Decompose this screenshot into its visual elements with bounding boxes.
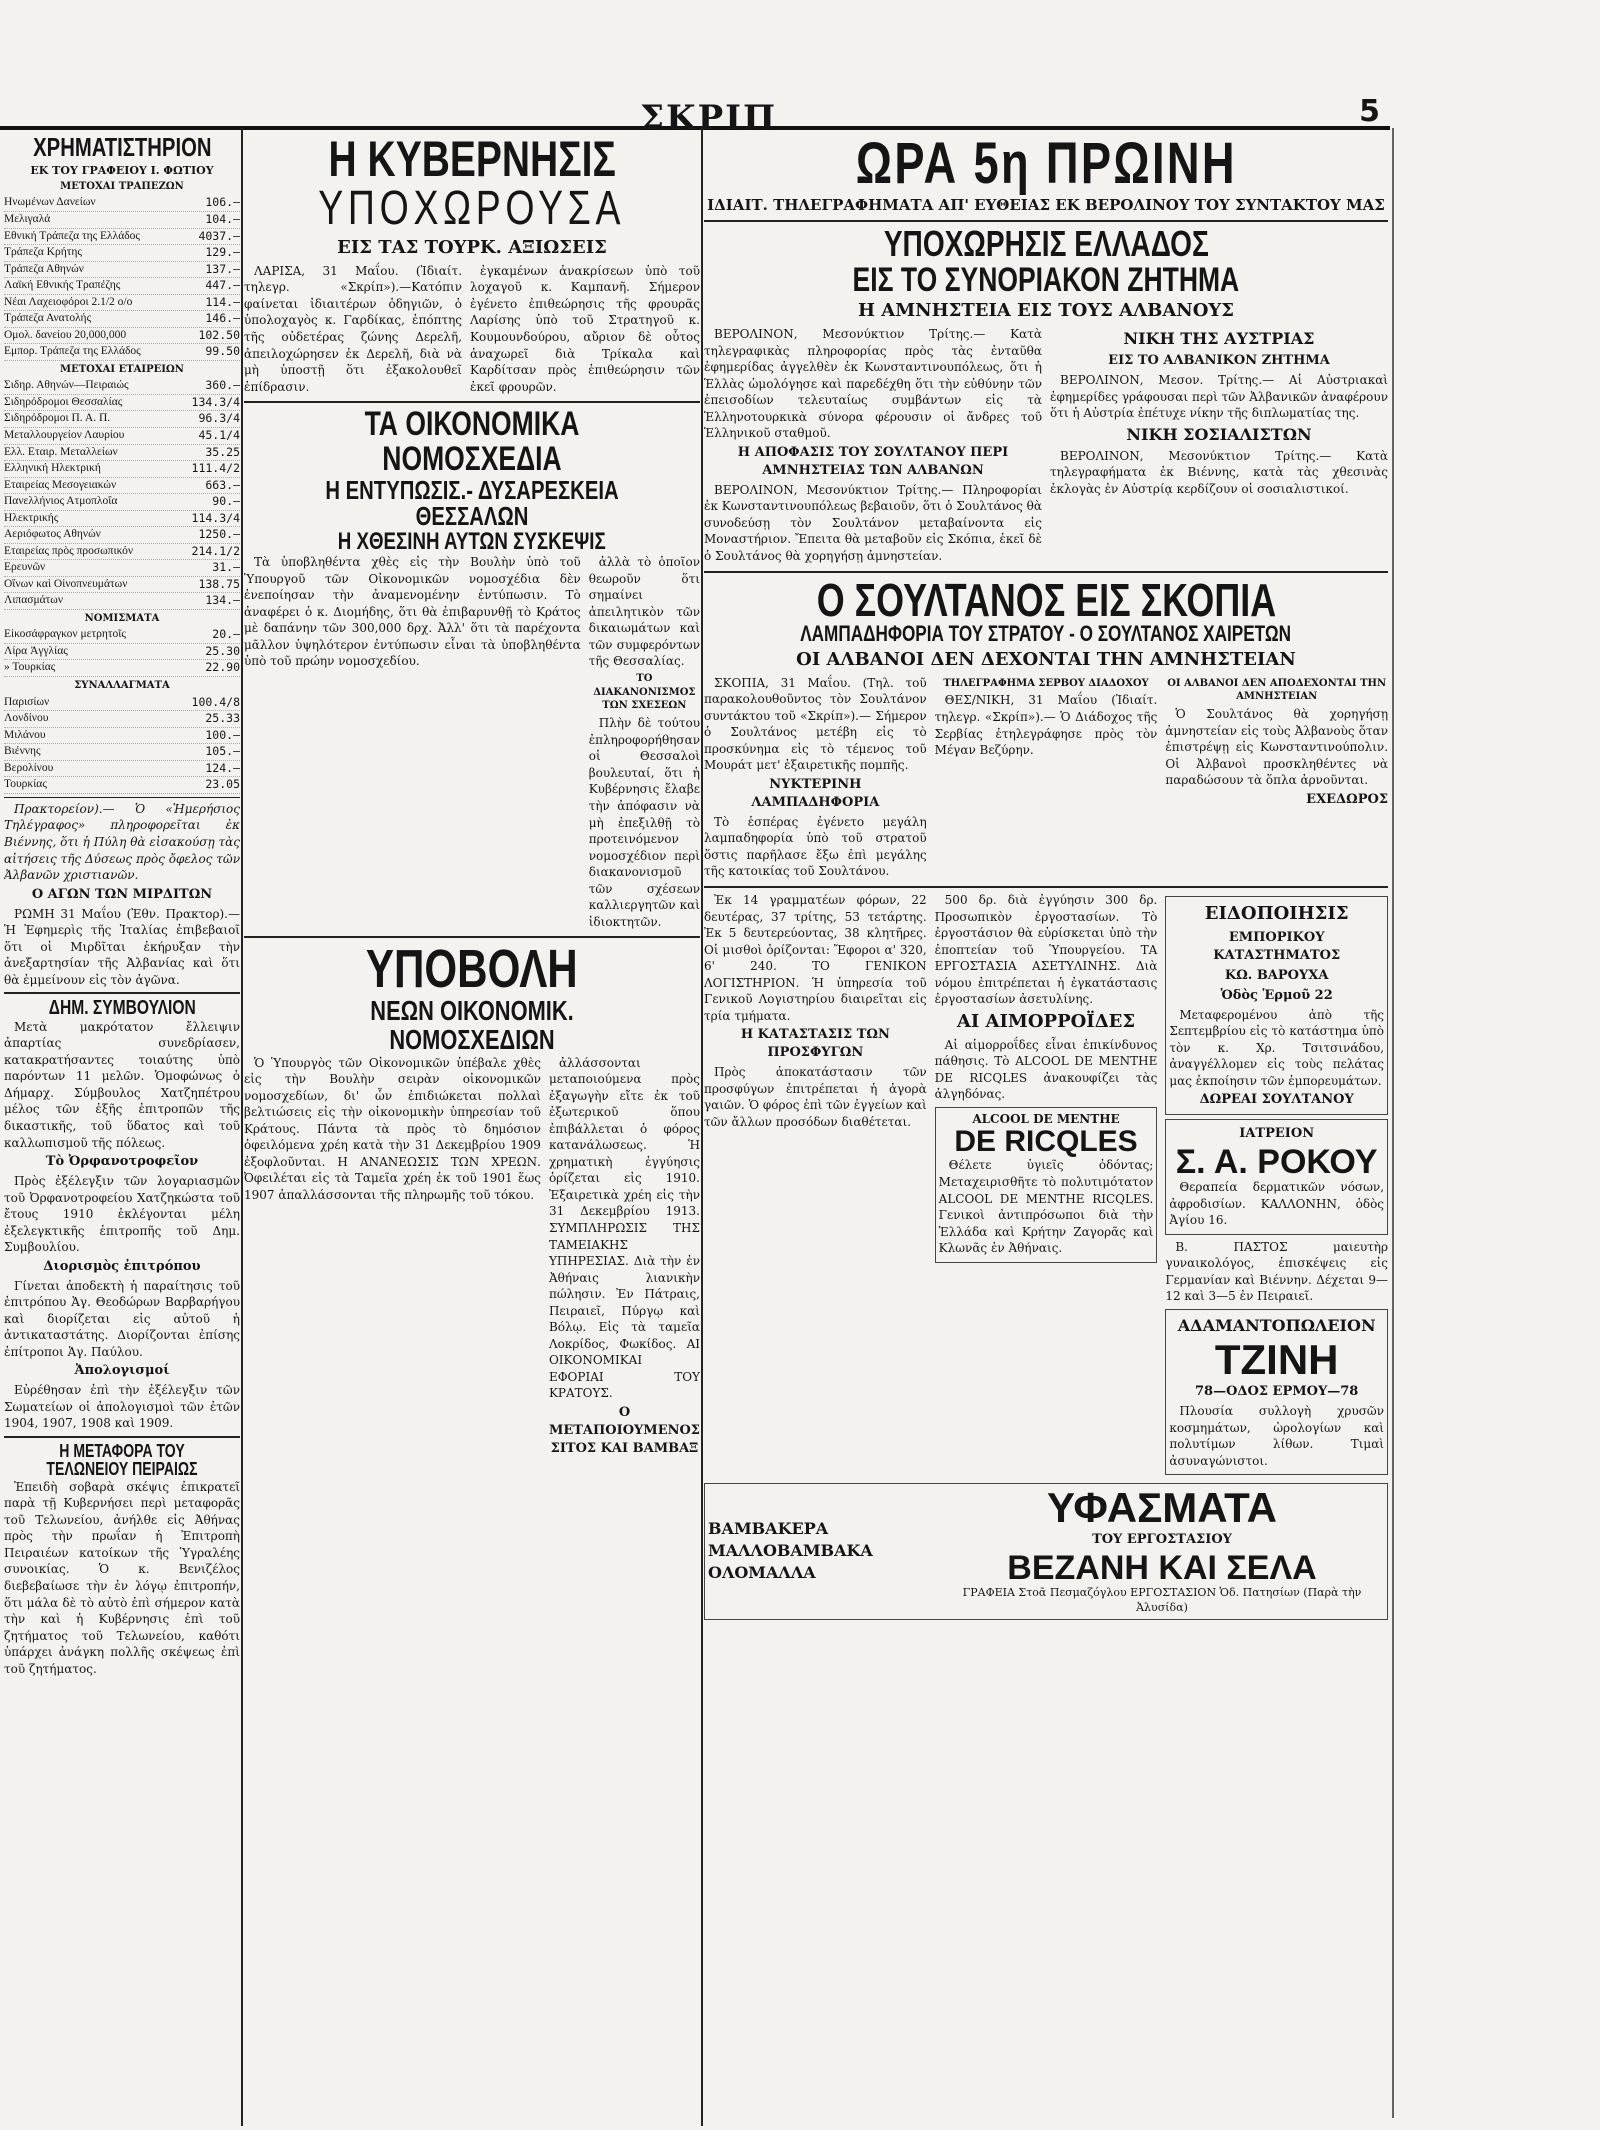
quote-row <box>4 195 240 212</box>
serb-text: ΘΕΣ/ΝΙΚΗ, 31 Μαΐου (Ἰδιαίτ. τηλεγρ. «Σκρίπ»).— Ὁ Διάδοχος τῆς Σερβίας ἐτηλεγράφησε πρὸς τὸν Μέγαν Βεζύρην. <box>934 693 1158 758</box>
government-headline-2: ΥΠΟΧΩΡΟΥΣΑ <box>318 182 626 235</box>
page-number: 5 <box>1359 94 1380 129</box>
quote-name: Τράπεζα Ανατολής <box>4 312 92 325</box>
morning-headline: ΩΡΑ 5η ΠΡΩΙΝΗ <box>855 134 1237 196</box>
orphanage-text: Πρὸς ἐξέλεγξιν τῶν λογαριασμῶν τοῦ Ὀρφανοτροφείου Χατζηκώστα τοῦ ἔτους 1910 ἐκλέγονται μέλη ἐξελεγκτικῆς ἐπιτροπῆς τοῦ Δημ. Συμβουλίου. <box>4 1174 240 1255</box>
quote-row <box>4 311 240 328</box>
quote-name: Ελληνική Ηλεκτρική <box>4 462 101 475</box>
quote-value: 99.50 <box>205 344 240 359</box>
submission-subhead: ΝΕΩΝ ΟΙΚΟΝΟΜΙΚ. ΝΟΜΟΣΧΕΔΙΩΝ <box>370 995 574 1055</box>
submission-headline: ΥΠΟΒΟΛΗ <box>366 939 578 1000</box>
skopje-headline: Ο ΣΟΥΛΤΑΝΟΣ ΕΙΣ ΣΚΟΠΙΑ <box>816 573 1276 626</box>
skopje-sub1: ΛΑΜΠΑΔΗΦΟΡΙΑ ΤΟΥ ΣΤΡΑΤΟΥ - Ο ΣΟΥΛΤΑΝΟΣ ΧΑΙΡΕΤΩΝ <box>800 621 1292 647</box>
customs-transfer-heading: Η ΜΕΤΑΦΟΡΑ ΤΟΥ ΤΕΛΩΝΕΙΟΥ ΠΕΙΡΑΙΩΣ <box>46 1440 198 1480</box>
quote-name: Ομολ. δανείου 20,000,000 <box>4 328 127 341</box>
mirditi-heading: Ο ΑΓΩΝ ΤΩΝ ΜΙΡΔΙΤΩΝ <box>31 886 213 902</box>
quote-row <box>4 245 240 262</box>
quote-name: Βερολίνου <box>4 761 54 774</box>
quote-name: Σιδηρ. Αθηνών—Πειραιώς <box>4 379 129 392</box>
quote-row <box>4 445 240 462</box>
berlin-dispatch-2: ΒΕΡΟΛΙΝΟΝ, Μεσονύκτιον Τρίτης.— Πληροφορίαι ἐκ Κωνσταντινουπόλεως βεβαιοῦν, ὅτι ὁ Σουλτάνος θὰ συνοδεύσῃ τὸν Σουλτάνον μεταβαίνοντα εἰς Μοναστήριον. Ἔπειτα θὰ μεταβοῦν εἰς Σκόπια, ἐκεῖ δὲ ὁ Σουλτάνος θὰ χορηγήσῃ ἀμνηστείαν. <box>704 482 1042 563</box>
finance-bills-headline: ΤΑ ΟΙΚΟΝΟΜΙΚΑ ΝΟΜΟΣΧΕΔΙΑ <box>364 405 580 478</box>
quote-row <box>4 695 240 712</box>
newspaper-name: ΣΚΡΙΠ <box>640 98 778 138</box>
quote-name: Βιέννης <box>4 745 41 758</box>
banks-heading: ΜΕΤΟΧΑΙ ΤΡΑΠΕΖΩΝ <box>60 180 184 192</box>
quote-value: 102.50 <box>198 327 240 342</box>
clinic-heading: ΙΑΤΡΕΙΟΝ <box>1239 1126 1315 1142</box>
quote-value: 129.— <box>205 245 240 260</box>
notice-name: ΚΩ. ΒΑΡΟΥΧΑ <box>1224 967 1329 983</box>
column-divider <box>701 128 703 2126</box>
fx-quotes-list <box>4 695 240 794</box>
factories-text: 500 δρ. διὰ ἐγγύησιν 300 δρ. Προσωπικὸν ἐργοστασίων. Τὸ ἐργοστάσιον θὰ εὐρίσκεται ὑπὸ τὴν ἐποπτείαν τοῦ Ὑπουργείου. ΤΑ ΕΡΓΟΣΤΑΣΙΑ ΑΣΕΤΥΛΙΝΗΣ. Διὰ νόμου ἐπιτρέπεται ἡ ἐγκατάστασις ἐργοστασίων ἀσετυλίνης. <box>934 893 1158 1007</box>
albanians-text: Ὁ Σουλτάνος θὰ χορηγήσῃ ἀμνηστείαν εἰς τοὺς Ἀλβανοὺς ὅταν ἐπιστρέψῃ εἰς Κωνσταντινούπολιν. Οἱ Ἀλβανοὶ προσκληθέντες νὰ παραδώσουν τὰ ὅπλα ἀρνοῦνται. <box>1165 707 1388 788</box>
quote-value: 31.— <box>212 560 240 575</box>
factory-of: ΤΟΥ ΕΡΓΟΣΤΑΣΙΟΥ <box>1092 1532 1232 1548</box>
quote-name: Λιπασμάτων <box>4 594 64 607</box>
quote-row <box>4 777 240 794</box>
commission-text: Γίνεται ἀποδεκτὴ ἡ παραίτησις τοῦ ἐπιτρόπου Ἁγ. Θεοδώρων Βαρβαρήγου καὶ διορίζεται εἰς αὐτοῦ ἡ ἀντικαταστάτης. Διορίζονται ἐπίσης ἐπίτροποι Ἁγ. Παύλου. <box>4 1278 240 1359</box>
notice-address: Ὁδὸς Ἑρμοῦ 22 <box>1220 987 1333 1003</box>
quote-name: » Τουρκίας <box>4 661 56 674</box>
quote-name: Νέαι Λαχειοφόροι 2.1/2 ο/ο <box>4 295 133 308</box>
sultan-decision-heading: Η ΑΠΟΦΑΣΙΣ ΤΟΥ ΣΟΥΛΤΑΝΟΥ ΠΕΡΙ ΑΜΝΗΣΤΕΙΑΣ ΤΩΝ ΑΛΒΑΝΩΝ <box>737 444 1009 478</box>
bank-quotes-list <box>4 195 240 360</box>
page-edge <box>1392 128 1394 2118</box>
larissa-dispatch-cont: ἐγκαμένων ἀνακρίσεων ὑπὸ τοῦ λοχαγοῦ κ. Καμπανῆ. Σήμερον ἐγένετο ἐπιθεώρησις τῆς φρουρᾶς Λαρίσης ὑπὸ τοῦ Στρατηγοῦ κ. Κουμουνδούρου, αὔριον δὲ οὗτος ἀναχωρεῖ διὰ Τρίκαλα καὶ Καρδίτσαν πρὸς ἐπιθεώρησιν τῶν ἐκεῖ φρουρῶν. <box>470 263 700 394</box>
submission-text: Ὁ Ὑπουργὸς τῶν Οἰκονομικῶν ὑπέβαλε χθὲς εἰς τὴν Βουλὴν σειρὰν οἰκονομικῶν νομοσχεδίων, δι' ὧν ἐπιδιώκεται πολλαὶ βελτιώσεις εἰς τὴν οἰκονομικὴν ὑπηρεσίαν τοῦ Κράτους. Πάντα τὰ πρὸς τὸ δημόσιον ὀφειλόμενα χρέη κατὰ τὴν 31 Δεκεμβρίου 1909 ἐξοφλοῦνται. Η ΑΝΑΝΕΩΣΙΣ ΤΩΝ ΧΡΕΩΝ. Ὀφειλέται εἰς τὰ Ταμεῖα χρέη ἐκ τοῦ 1901 ἕως 1907 ἀπαλλάσσονται τῆς πληρωμῆς τοῦ τόκου. <box>244 1055 541 1202</box>
clinic-ad <box>1165 1119 1388 1235</box>
submission-text-2: ἀλλάσσονται μεταποιούμενα πρὸς ἐξαγωγὴν εἴτε ἐκ τοῦ ἐξωτερικοῦ ὅπου ἐπιβάλλεται ὁ φόρος κατανάλωσεως. Ἡ χρηματικὴ ἐγγύησις ὁρίζεται εἰς 1910. Ἐξαιρετικὰ χρέη εἰς τὴν 31 Δεκεμβρίου 1913. ΣΥΜΠΛΗΡΩΣΙΣ ΤΗΣ ΤΑΜΕΙΑΚΗΣ ΥΠΗΡΕΣΙΑΣ. Διὰ τὴν ἐν Ἀθήναις λιανικὴν πώλησιν. Ἐν Πάτραις, Πειραιεῖ, Πύργῳ καὶ Βόλῳ. Εἰς τὰ ταμεῖα Λοκρίδος, Φωκίδος. ΑΙ ΟΙΚΟΝΟΜΙΚΑΙ ΕΦΟΡΙΑΙ ΤΟΥ ΚΡΑΤΟΥΣ. <box>548 1055 700 1401</box>
refugees-heading: Η ΚΑΤΑΣΤΑΣΙΣ ΤΩΝ ΠΡΟΣΦΥΓΩΝ <box>740 1027 890 1061</box>
finance-bills-text-2: ἀλλὰ τὸ ὁποῖον θεωροῦν ὅτι σημαίνει ἀπειλητικὸν τῶν δικαιωμάτων καὶ τῶν συμφερόντων τῆς Θεσσαλίας. <box>588 555 700 669</box>
quote-name: Εἰκοσάφραγκον μετρητοῖς <box>4 628 126 641</box>
quote-name: Σιδηρόδρομοι Π. Α. Π. <box>4 412 111 425</box>
jeweller-heading: ΑΔΑΜΑΝΤΟΠΩΛΕΙΟΝ <box>1177 1316 1376 1336</box>
quote-name: Πανελλήνιος Ατμοπλοΐα <box>4 495 118 508</box>
quote-row <box>4 395 240 412</box>
brief-news: Πρακτορείον).— Ὁ «Ἡμερήσιος Τηλέγραφος» πληροφορεῖται ἐκ Βιέννης, ὅτι ἡ Πύλη θὰ εἰσακούσῃ τὰς αἰτήσεις τῆς Δύσεως πρὸς ὄφελος τῶν Ἀλβανῶν χριστιανῶν. <box>4 801 240 883</box>
quote-value: 20.— <box>212 627 240 642</box>
quote-row <box>4 494 240 511</box>
notice-heading: ΕΙΔΟΠΟΙΗΣΙΣ <box>1204 903 1349 925</box>
quote-row <box>4 761 240 778</box>
quote-name: Ελλ. Εταιρ. Μεταλλείων <box>4 445 118 458</box>
quote-value: 35.25 <box>205 444 240 459</box>
quote-value: 90.— <box>212 494 240 509</box>
quote-value: 45.1/4 <box>198 427 240 442</box>
greece-headline-2: ΕΙΣ ΤΟ ΣΥΝΟΡΙΑΚΟΝ ΖΗΤΗΜΑ <box>852 260 1240 299</box>
quote-name: Εταιρείας Μεσογειακών <box>4 478 117 491</box>
quote-row <box>4 295 240 312</box>
quote-row <box>4 560 240 577</box>
austria-subheading: ΕΙΣ ΤΟ ΑΛΒΑΝΙΚΟΝ ΖΗΤΗΜΑ <box>1108 353 1330 369</box>
hemorrhoids-text: Αἱ αἱμορροΐδες εἶναι ἐπικίνδυνος πάθησις. Τὸ ALCOOL DE MENTHE DE RICQLES ἀνακουφίζει τὰς ἀλγηδόνας. <box>934 1037 1158 1102</box>
quote-name: Ερευνῶν <box>4 561 46 574</box>
quote-row <box>4 627 240 644</box>
quote-name: Ηνωμένων Δανείων <box>4 196 96 209</box>
quote-value: 114.3/4 <box>191 510 240 525</box>
quote-row <box>4 428 240 445</box>
quote-row <box>4 378 240 395</box>
quote-name: Λίρα Ἀγγλίας <box>4 644 68 657</box>
quote-value: 124.— <box>205 760 240 775</box>
serb-heading: ΤΗΛΕΓΡΑΦΗΜΑ ΣΕΡΒΟΥ ΔΙΑΔΟΧΟΥ <box>943 677 1149 689</box>
quote-row <box>4 544 240 561</box>
quote-row <box>4 328 240 345</box>
quote-value: 214.1/2 <box>191 543 240 558</box>
commission-heading: Διορισμὸς ἐπιτρόπου <box>43 1258 201 1274</box>
council-heading: ΔΗΜ. ΣΥΜΒΟΥΛΙΟΝ <box>48 997 196 1020</box>
coins-heading: ΝΟΜΙΣΜΑΤΑ <box>84 612 160 624</box>
socialists-heading: ΝΙΚΗ ΣΟΣΙΑΛΙΣΤΩΝ <box>1126 424 1312 444</box>
quote-value: 106.— <box>205 195 240 210</box>
quote-row <box>4 411 240 428</box>
mirditi-text: ΡΩΜΗ 31 Μαΐου (Ἐθν. Πρακτορ).— Ἡ Ἐφημερὶς τῆς Ἰταλίας ἐπιβεβαιοῖ ὅτι οἱ Μιρδῖται ἐκήρυξαν τὴν ἀνεξαρτησίαν τῆς Ἀλβανίας καὶ ὅτι θὰ ἐμμείνουν εἰς τὸν ἀγῶνα. <box>4 906 240 987</box>
quote-value: 100.— <box>205 727 240 742</box>
quote-value: 360.— <box>205 378 240 393</box>
quote-value: 25.33 <box>205 711 240 726</box>
ricqles-line1: ALCOOL DE MENTHE <box>972 1111 1120 1126</box>
quote-row <box>4 593 240 610</box>
quote-value: 114.— <box>205 294 240 309</box>
quote-name: Παρισίων <box>4 695 50 708</box>
column-government <box>244 134 700 2124</box>
quote-name: Λονδίνου <box>4 712 49 725</box>
fabric-ad <box>704 1483 1388 1619</box>
notice-foot: ΔΩΡΕΑΙ ΣΟΥΛΤΑΝΟΥ <box>1199 1092 1354 1108</box>
staff-text: Ἐκ 14 γραμματέων φόρων, 22 δευτέρας, 37 τρίτης, 53 τετάρτης. Ἐκ 5 δευτερεύοντας, 38 κλητῆρες. Οἱ μισθοὶ ὁρίζονται: Ἔφοροι α' 320, 6' 240. ΤΟ ΓΕΝΙΚΟΝ ΛΟΓΙΣΤΗΡΙΟΝ. Ἡ ὑπηρεσία τοῦ Γενικοῦ Λογιστηρίου διαιρεῖται εἰς τρία τμήματα. <box>704 893 927 1023</box>
cotton-wheat-heading: Ο ΜΕΤΑΠΟΙΟΥΜΕΝΟΣ ΣΙΤΟΣ ΚΑΙ ΒΑΜΒΑΞ <box>548 1404 700 1456</box>
quote-value: 105.— <box>205 744 240 759</box>
relations-text: Πλὴν δὲ τούτου ἐπληροφορήθησαν οἱ Θεσσαλοὶ βουλευταί, ὅτι ἡ Κυβέρνησις ἔλαβε τὴν ἀπόφασιν νὰ μὴ ἐπεξιλθῇ τὸ προτεινόμενον νομοσχέδιον περὶ διακανονισμοῦ τῶν σχέσεων καλλιεργητῶν καὶ ἰδιοκτητῶν. <box>588 716 700 929</box>
company-quotes-list <box>4 378 240 609</box>
quote-name: Ηλεκτρικής <box>4 511 59 524</box>
torch-heading: ΝΥΚΤΕΡΙΝΗ ΛΑΜΠΑΔΗΦΟΡΙΑ <box>751 776 880 810</box>
quote-value: 134.3/4 <box>191 394 240 409</box>
quote-value: 663.— <box>205 477 240 492</box>
clinic-name: Σ. Α. ΡΟΚΟΥ <box>1175 1143 1378 1182</box>
finance-bills-sub1: Η ΕΝΤΥΠΩΣΙΣ.- ΔΥΣΑΡΕΣΚΕΙΑ ΘΕΣΣΑΛΩΝ <box>325 474 619 532</box>
refugees-text: Πρὸς ἀποκατάστασιν τῶν προσφύγων ἐπιτρέπεται ἡ ἀγορὰ γαιῶν. Ὁ φόρος ἐπὶ τῶν ἐγγείων καὶ τῶν ἄλλων προσόδων διαθέτεται. <box>704 1065 927 1129</box>
austria-text: ΒΕΡΟΛΙΝΟΝ, Μεσον. Τρίτης.— Αἱ Αὐστριακαὶ ἐφημερίδες γράφουσαι περὶ τῶν Ἀλβανικῶν ἀναφέρουν ὅτι ἡ Αὐστρία ἐπέτυχε νίκην τῆς διπλωματίας της. <box>1050 373 1388 421</box>
quote-value: 146.— <box>205 311 240 326</box>
jeweller-address: 78—ΟΔΟΣ ΕΡΜΟΥ—78 <box>1195 1384 1359 1400</box>
bourse-subtitle: ΕΚ ΤΟΥ ΓΡΑΦΕΙΟΥ Ι. ΦΩΤΙΟΥ <box>30 163 214 177</box>
column-divider <box>241 128 243 2126</box>
morning-subhead: ΙΔΙΑΙΤ. ΤΗΛΕΓΡΑΦΗΜΑΤΑ ΑΠ' ΕΥΘΕΙΑΣ ΕΚ ΒΕΡΟΛΙΝΟΥ ΤΟΥ ΣΥΝΤΑΚΤΟΥ ΜΑΣ <box>707 196 1385 215</box>
notice-subheading: ΕΜΠΟΡΙΚΟΥ ΚΑΤΑΣΤΗΜΑΤΟΣ <box>1213 929 1341 963</box>
austria-heading: ΝΙΚΗ ΤΗΣ ΑΥΣΤΡΙΑΣ <box>1123 329 1315 349</box>
customs-transfer-text: Ἐπειδὴ σοβαρὰ σκέψις ἐπικρατεῖ παρὰ τῇ Κυβερνήσει περὶ μεταφορᾶς τοῦ Τελωνείου, ἀνήλθε εἰς Ἀθήνας πρὸς τὴν πρωΐαν ἡ Ἐπιτροπὴ Πειραιέων κατοίκων τῆς Ὑγραλέης συνοικίας. Ὁ κ. Βενιζέλος διεβεβαίωσε τὴν ἐν λόγῳ ἐπιτροπήν, ὅτι μάλα δὲ τὸ αὐτὸ ἐπὶ σήμερον κατὰ τὴν καὶ ἡ Κυβέρνησις ἐπὶ τοῦ ζητήματος τοῦ Τελωνείου, καθότι ὑπάρχει ἀνάγκη πολλῆς σκέψεως ἐπὶ τοῦ ζητήματος. <box>4 1479 240 1676</box>
quote-value: 134.— <box>205 593 240 608</box>
finance-bills-sub2: Η ΧΘΕΣΙΝΗ ΑΥΤΩΝ ΣΥΣΚΕΨΙΣ <box>338 527 606 555</box>
quote-name: Τράπεζα Αθηνών <box>4 262 84 275</box>
quote-row <box>4 644 240 661</box>
quote-name: Μεταλλουργείον Λαυρίου <box>4 428 125 441</box>
quote-value: 138.75 <box>198 576 240 591</box>
notice-ad <box>1165 896 1388 1115</box>
council-text: Μετὰ μακρότατον ἔλλειψιν ἀπαρτίας συνεδρίασεν, κατακρατήσαντες τοιαύτης ὑπὸ παρόντων 11 μελῶν. Ὁμοφώνως ὁ Δήμαρχ. Σύμβουλος Χατζηπέτρου μέλος τῶν ἐξῆς ἐπιτροπῶν τῆς δικαστικῆς, τοῦ ὕδατος καὶ τοῦ καλλωπισμοῦ τῆς πόλεως. <box>4 1019 240 1150</box>
fx-heading: ΣΥΝΑΛΛΑΓΜΑΤΑ <box>74 680 170 691</box>
quote-name: Εθνική Τράπεζα της Ελλάδος <box>4 229 140 242</box>
ricqles-line2: DE RICQLES <box>954 1125 1138 1159</box>
coin-quotes-list <box>4 627 240 677</box>
quote-name: Μελιγαλά <box>4 213 51 225</box>
quote-name: Τουρκίας <box>4 778 47 791</box>
signature: ΕΧΕΔΩΡΟΣ <box>1306 792 1388 807</box>
column-bourse <box>4 134 240 2124</box>
quote-value: 447.— <box>205 278 240 293</box>
factory-address: ΓΡΑΦΕΙΑ Στοᾶ Πεσμαζόγλου ΕΡΓΟΣΤΑΣΙΟΝ Ὁδ. Πατησίων (Παρὰ τὴν Ἀλυσίδα) <box>962 1586 1362 1615</box>
torch-text: Τὸ ἑσπέρας ἐγένετο μεγάλη λαμπαδηφορία ὑπὸ τοῦ στρατοῦ ὅστις παρῆλασε ἔξω ἐπὶ μεγάλης τῆς κατοικίας τοῦ Σουλτάνου. <box>704 814 927 879</box>
quote-row <box>4 711 240 728</box>
fabric-line1: ΒΑΜΒΑΚΕΡΑ <box>708 1519 829 1539</box>
quote-row <box>4 478 240 495</box>
jeweller-ad <box>1165 1309 1388 1475</box>
albanians-heading: ΟΙ ΑΛΒΑΝΟΙ ΔΕΝ ΑΠΟΔΕΧΟΝΤΑΙ ΤΗΝ ΑΜΝΗΣΤΕΙΑΝ <box>1167 677 1387 703</box>
quote-value: 4037.— <box>198 228 240 243</box>
fabric-line3: ΟΛΟΜΑΛΛΑ <box>708 1563 816 1583</box>
doctor-ad: Β. ΠΑΣΤΟΣ μαιευτὴρ γυναικολόγος, ἐπισκέψεις εἰς Γερμανίαν καὶ Βιέννην. Δέχεται 9—12 καὶ 3—5 ἐν Πειραιεῖ. <box>1165 1239 1388 1304</box>
notice-text: Μεταφερομένου ἀπὸ τῆς Σεπτεμβρίου εἰς τὸ κατάστημα ὑπὸ τὸν κ. Χρ. Τσιτσινάδου, ἀναγγέλλομεν εἰς τοὺς πελάτας μας ἐκποίησιν τῶν ἐμπορευμάτων. <box>1169 1007 1385 1088</box>
quote-row <box>4 511 240 528</box>
amnesty-subhead: Η ΑΜΝΗΣΤΕΙΑ ΕΙΣ ΤΟΥΣ ΑΛΒΑΝΟΥΣ <box>858 300 1234 322</box>
jeweller-name: ΤΖΙΝΗ <box>1214 1336 1339 1384</box>
quote-value: 100.4/8 <box>191 694 240 709</box>
factory-name: ΒΕΖΑΝΗ ΚΑΙ ΣΕΛΑ <box>1007 1549 1317 1588</box>
quote-name: Μιλάνου <box>4 728 46 741</box>
fabric-headline: ΥΦΑΣΜΑΤΑ <box>1047 1484 1277 1532</box>
quote-name: Εταιρείας πρὸς προσωπικόν <box>4 544 134 557</box>
ricqles-ad <box>935 1107 1158 1263</box>
quote-name: Τράπεζα Κρήτης <box>4 246 82 259</box>
quote-name: Σιδηρόδρομοι Θεσσαλίας <box>4 395 123 408</box>
finance-bills-text: Τὰ ὑποβληθέντα χθὲς εἰς τὴν Βουλὴν ὑπὸ τοῦ Ὑπουργοῦ τῶν Οἰκονομικῶν νομοσχέδια δὲν ἐνεποίησαν τὴν ἀναμενομένην ἐντύπωσιν. Τὸ ἀναφέρει ὁ κ. Διομήδης, ὅτι θὰ ἐπιβαρυνθῇ τὸ Κράτος μὲ δαπάνην τῶν 300,000 δρχ. Ἀλλ' ὅτι τὰ παρέχοντα μᾶλλον ὑψηλότερον ἐντύπωσιν εἶναι τὰ ὑποβληθέντα ὑπὸ τοῦ πρώην νομοσχεδίου. <box>244 555 581 669</box>
column-dispatches <box>704 134 1388 2124</box>
hemorrhoids-heading: ΑΙ ΑΙΜΟΡΡΟΪΔΕΣ <box>956 1010 1136 1032</box>
quote-value: 1250.— <box>198 527 240 542</box>
skopje-text: ΣΚΟΠΙΑ, 31 Μαΐου. (Τηλ. τοῦ παρακολουθοῦντος τὸν Σουλτάνον συντάκτου τοῦ «Σκρίπ»).— Σήμερον ὁ Σουλτάνος μετέβη εἰς τὸ προσκύνημα εἰς τὸ τέμενος τοῦ Μουράτ μετ' ἐξαιρετικῆς πομπῆς. <box>704 675 927 773</box>
bourse-title: ΧΡΗΜΑΤΙΣΤΗΡΙΟΝ <box>32 134 212 162</box>
quote-name: Αεριόφωτος Αθηνών <box>4 528 101 541</box>
quote-row <box>4 344 240 361</box>
quote-row <box>4 577 240 594</box>
quote-name: Εμπορ. Τράπεζα της Ελλάδος <box>4 345 141 358</box>
quote-value: 111.4/2 <box>191 461 240 476</box>
quote-value: 96.3/4 <box>198 411 240 426</box>
socialists-text: ΒΕΡΟΛΙΝΟΝ, Μεσονύκτιον Τρίτης.— Κατὰ τηλεγραφήματα ἐκ Βιέννης, κατὰ τὰς χθεσινὰς ἐκλογὰς ἐν Αὐστρίᾳ κερδίζουν οἱ σοσιαλιστικοί. <box>1050 448 1388 496</box>
accounts-text: Εὐρέθησαν ἐπὶ τὴν ἐξέλεγξιν τῶν Σωματείων οἱ ἀπολογισμοὶ τῶν ἐτῶν 1904, 1907, 1908 καὶ 1909. <box>4 1383 240 1431</box>
jeweller-text: Πλουσία συλλογὴ χρυσῶν κοσμημάτων, ὡρολογίων καὶ πολυτίμων λίθων. Τιμαὶ ἀσυναγώνιστοι. <box>1169 1404 1385 1468</box>
greece-headline: ΥΠΟΧΩΡΗΣΙΣ ΕΛΛΑΔΟΣ <box>883 222 1209 264</box>
quote-row <box>4 744 240 761</box>
government-subhead: ΕΙΣ ΤΑΣ ΤΟΥΡΚ. ΑΞΙΩΣΕΙΣ <box>337 236 607 258</box>
quote-row <box>4 728 240 745</box>
ricqles-text: Θέλετε ὑγιεῖς ὀδόντας; Μεταχειρισθῆτε τὸ πολυτιμότατον ALCOOL DE MENTHE RICQLES. Γενικοὶ ἀντιπρόσωποι διὰ τὴν Ἑλλάδα καὶ Κρήτην Ζαγορᾶς καὶ Κλωνᾶς ἐν Ἀθήναις. <box>938 1158 1154 1256</box>
quote-row <box>4 212 240 229</box>
skopje-sub2: ΟΙ ΑΛΒΑΝΟΙ ΔΕΝ ΔΕΧΟΝΤΑΙ ΤΗΝ ΑΜΝΗΣΤΕΙΑΝ <box>796 648 1296 670</box>
fabric-line2: ΜΑΛΛΟΒΑΜΒΑΚΑ <box>708 1541 873 1561</box>
accounts-heading: Ἀπολογισμοί <box>74 1363 170 1379</box>
quote-value: 104.— <box>205 212 240 226</box>
quote-row <box>4 229 240 246</box>
quote-row <box>4 461 240 478</box>
quote-name: Οἴνων καὶ Οἰνοπνευμάτων <box>4 577 128 590</box>
orphanage-heading: Τὸ Ὀρφανοτροφεῖον <box>45 1154 199 1170</box>
quote-row <box>4 660 240 677</box>
masthead <box>0 94 1390 138</box>
quote-value: 22.90 <box>205 660 240 675</box>
relations-heading: ΤΟ ΔΙΑΚΑΝΟΝΙΣΜΟΣ ΤΩΝ ΣΧΕΣΕΩΝ <box>593 672 696 712</box>
quote-value: 137.— <box>205 261 240 276</box>
clinic-text: Θεραπεία δερματικῶν νόσων, ἀφροδισίων. ΚΑΛΛΟΝΗΝ, ὁδὸς Ἀγίου 16. <box>1169 1180 1385 1228</box>
government-headline: Η ΚΥΒΕΡΝΗΣΙΣ <box>328 134 616 187</box>
quote-row <box>4 278 240 295</box>
berlin-dispatch-1: ΒΕΡΟΛΙΝΟΝ, Μεσονύκτιον Τρίτης.— Κατὰ τηλεγραφικὰς πληροφορίας πρὸς τὰς ἐνταῦθα ἐφημερίδας ἀγγελθὲν ἐκ Κωνσταντινουπόλεως, ὅτι ἡ Ἑλλὰς ὡμολόγησε καὶ παρεδέχθη ὅτι τὴν εὐθύνην τῶν ἐπεισοδίων τελευταίως συμβάντων εἰς τὰ Ἑλληνοτουρκικὰ σύνορα φέρουσιν οἱ ἄνδρες τοῦ Ἑλληνικοῦ σταθμοῦ. <box>704 327 1042 441</box>
larissa-dispatch: ΛΑΡΙΣΑ, 31 Μαΐου. (Ἰδιαίτ. τηλεγρ. «Σκρίπ»).—Κατόπιν φαίνεται ἰδιαιτέρων ὁδηγιῶν, ὁ ὑπολοχαγὸς κ. Γαρδίκας, ἐπόπτης τῆς οὐδετέρας ζώνης Δερελῆ, ἀπειλοχώρησεν ἐκ Δερελῆ, διὰ νὰ μὴ ὑποστῇ ὅτι ἐξακολουθεῖ ἐπίδρασιν. <box>244 263 463 394</box>
quote-row <box>4 527 240 544</box>
quote-row <box>4 262 240 279</box>
quote-value: 23.05 <box>205 777 240 792</box>
companies-heading: ΜΕΤΟΧΑΙ ΕΤΑΙΡΕΙΩΝ <box>60 363 184 375</box>
quote-name: Λαϊκή Εθνικής Τραπέζης <box>4 279 121 292</box>
quote-value: 25.30 <box>205 643 240 658</box>
